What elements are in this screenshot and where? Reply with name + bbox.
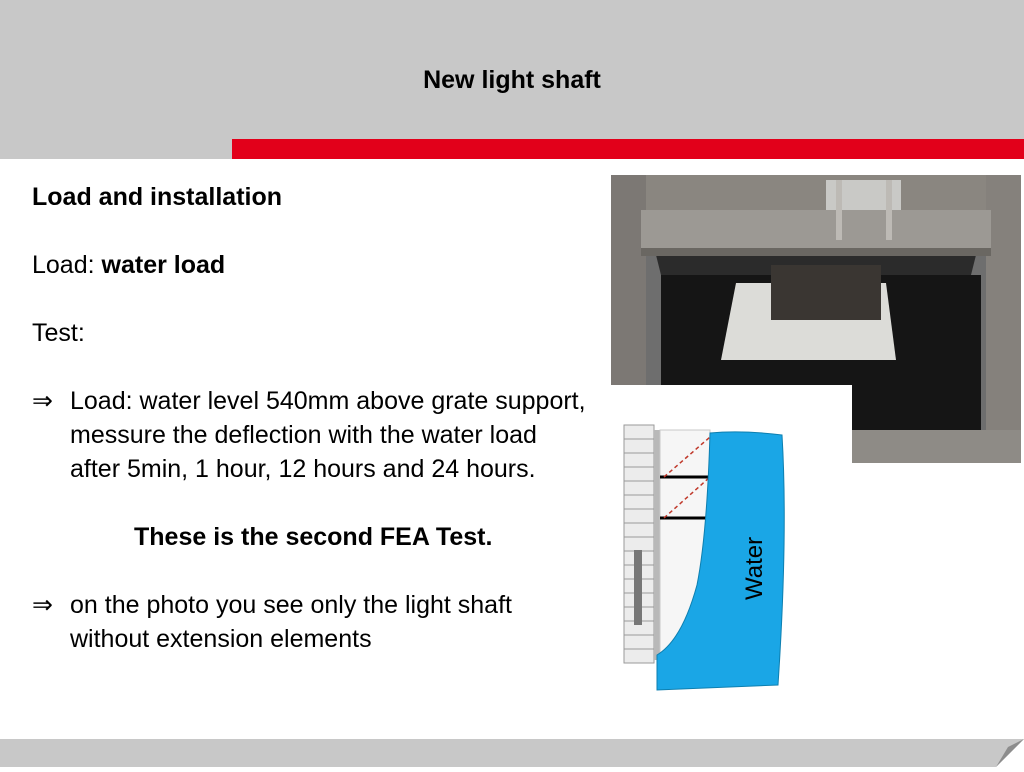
bullet-load-test xyxy=(32,384,592,486)
implies-arrow-icon: ⇒ xyxy=(32,591,53,619)
implies-arrow-icon: ⇒ xyxy=(32,387,53,415)
centered-note: These is the second FEA Test. xyxy=(134,523,493,551)
page-curl-decoration xyxy=(986,739,1024,767)
water-label: Water xyxy=(741,536,768,600)
bullet-text: Load: water level 540mm above grate support, messure the deflection with the water load after 5min, 1 hour, 12 hours and 24 hours. xyxy=(70,387,586,483)
load-label: Load: xyxy=(32,251,102,279)
water-load-diagram xyxy=(602,385,852,712)
load-line xyxy=(32,248,592,282)
test-label: Test: xyxy=(32,319,85,347)
accent-bar xyxy=(232,139,1024,159)
section-heading: Load and installation xyxy=(32,183,283,211)
slide-body xyxy=(32,180,592,656)
bullet-photo-note xyxy=(32,588,592,656)
header-band xyxy=(0,0,1024,159)
bullet-text: on the photo you see only the light shaft without extension elements xyxy=(70,591,512,653)
slide-title: New light shaft xyxy=(423,66,601,94)
footer-band xyxy=(0,739,1024,767)
load-value: water load xyxy=(101,251,226,279)
